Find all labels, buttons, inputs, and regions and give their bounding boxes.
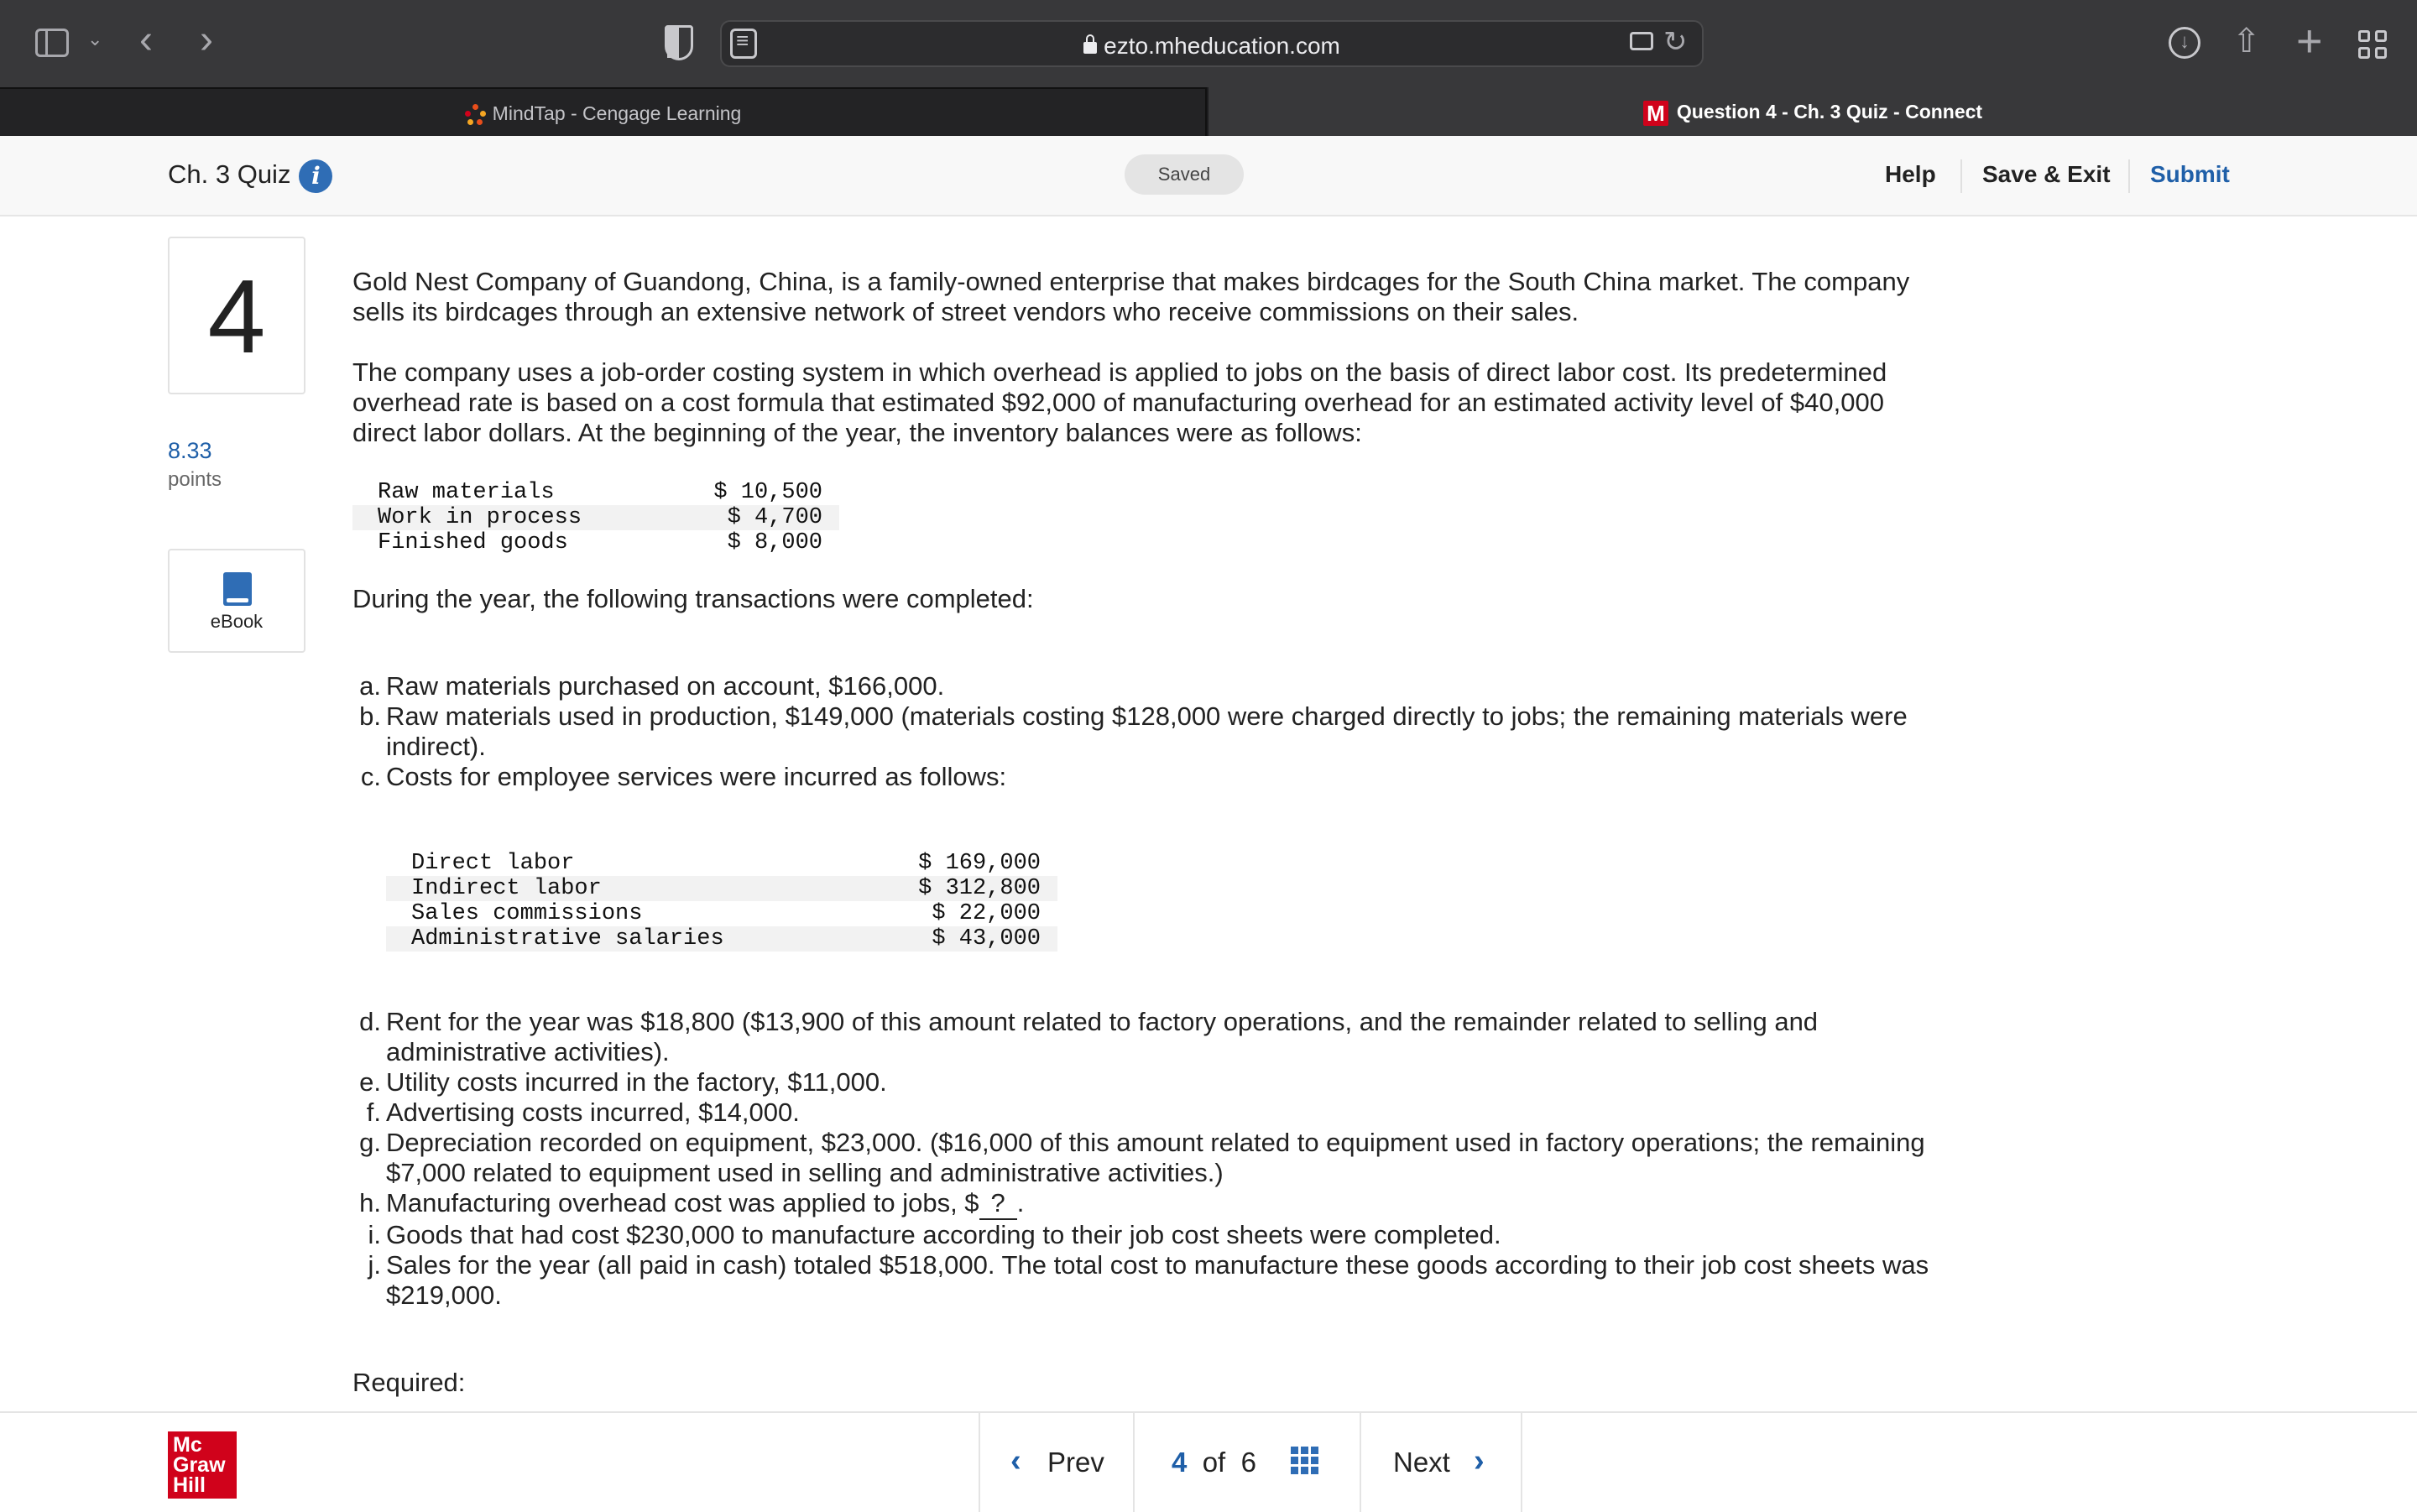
chevron-right-icon: › — [1474, 1443, 1485, 1478]
item-marker: b. — [359, 701, 381, 731]
of-label: of — [1202, 1447, 1226, 1478]
list-item — [352, 762, 1947, 792]
table-row — [386, 851, 1057, 876]
table-row — [352, 530, 839, 555]
quiz-title — [168, 159, 332, 193]
item-marker: g. — [359, 1128, 381, 1157]
employee-costs-table — [386, 851, 1057, 952]
row-value: $ 22,000 — [932, 901, 1041, 926]
chevron-left-icon: ‹ — [1010, 1443, 1021, 1478]
url-text: ezto.mheducation.com — [1104, 33, 1340, 59]
info-icon[interactable]: i — [299, 159, 332, 193]
list-item — [352, 1007, 1947, 1067]
tab-grid-icon[interactable] — [2358, 30, 2387, 59]
list-item — [352, 1128, 1947, 1188]
quiz-title-text: Ch. 3 Quiz — [168, 159, 291, 190]
row-label: Administrative salaries — [411, 926, 724, 952]
transaction-list-dj — [352, 1007, 1947, 1311]
item-text: Utility costs incurred in the factory, $11,000. — [386, 1067, 887, 1097]
required-heading-cutoff: Required: — [352, 1368, 466, 1397]
table-row — [386, 901, 1057, 926]
question-grid-icon[interactable] — [1291, 1447, 1319, 1475]
tab-mindtap[interactable] — [0, 87, 1207, 136]
download-icon[interactable]: ↓ — [2169, 27, 2200, 59]
item-text: Costs for employee services were incurred as follows: — [386, 762, 1007, 791]
saved-status-badge: Saved — [1125, 154, 1244, 195]
item-marker: d. — [359, 1007, 381, 1036]
address-bar[interactable] — [720, 20, 1704, 67]
row-label: Sales commissions — [411, 901, 643, 926]
table-row — [352, 505, 839, 530]
tab-connect[interactable] — [1208, 87, 2417, 136]
mcgraw-m-icon: M — [1643, 101, 1668, 126]
browser-toolbar — [0, 0, 2417, 87]
row-label: Work in process — [378, 505, 582, 530]
row-value: $ 312,800 — [918, 876, 1041, 901]
back-icon[interactable]: ‹ — [139, 18, 153, 62]
list-item — [352, 701, 1947, 762]
inventory-table — [352, 480, 839, 555]
next-label: Next — [1393, 1447, 1450, 1478]
save-exit-button[interactable]: Save & Exit — [1982, 161, 2111, 187]
reload-icon[interactable]: ↻ — [1663, 26, 1688, 58]
list-item — [352, 671, 1947, 701]
points-value: 8.33 — [168, 438, 212, 463]
item-text: Depreciation recorded on equipment, $23,000. ($16,000 of this amount related to equipment used in factory operations; the remaining $7,000 related to equipment used in selling and administrative activities.) — [386, 1128, 1925, 1187]
table-row — [386, 926, 1057, 952]
tab-overview-icon[interactable] — [1630, 32, 1653, 50]
lock-icon — [1083, 42, 1097, 54]
tab-strip — [0, 87, 2417, 136]
ebook-label: eBook — [210, 611, 264, 632]
item-text: Raw materials purchased on account, $166,000. — [386, 671, 945, 701]
row-value: $ 8,000 — [727, 530, 822, 555]
tab-label: Question 4 - Ch. 3 Quiz - Connect — [1676, 101, 1983, 123]
item-marker: f. — [366, 1098, 381, 1127]
page-indicator[interactable] — [1133, 1413, 1360, 1512]
row-value: $ 43,000 — [932, 926, 1041, 952]
tab-label: MindTap - Cengage Learning — [492, 102, 742, 124]
row-value: $ 4,700 — [727, 505, 822, 530]
bottom-nav-bar — [0, 1411, 2417, 1510]
list-item — [352, 1098, 1947, 1128]
item-text: Rent for the year was $18,800 ($13,900 of this amount related to factory operations, and the remainder related to selling and administrative activities). — [386, 1007, 1819, 1066]
item-text: Sales for the year (all paid in cash) totaled $518,000. The total cost to manufacture these goods according to their job cost sheets was $219,000. — [386, 1250, 1929, 1310]
total-pages: 6 — [1240, 1447, 1256, 1478]
list-item — [352, 1188, 1947, 1220]
prev-label: Prev — [1047, 1447, 1104, 1478]
row-label: Indirect labor — [411, 876, 602, 901]
item-marker: e. — [359, 1067, 381, 1097]
question-paragraph: The company uses a job-order costing system in which overhead is applied to jobs on the basis of direct labor cost. Its predetermined overhead rate is based on a cost formula that estimated $92,000 of manufacturing overhead for an estimated activity level of $40,000 direct labor dollars. At the beginning of the year, the inventory balances were as follows: — [352, 357, 1887, 447]
answer-blank: ? — [979, 1188, 1017, 1220]
reader-icon[interactable] — [730, 29, 757, 59]
list-item — [352, 1067, 1947, 1098]
item-text: Manufacturing overhead cost was applied to jobs, $ — [386, 1188, 979, 1217]
list-item — [352, 1220, 1947, 1250]
forward-icon[interactable]: › — [200, 18, 213, 62]
item-marker: a. — [359, 671, 381, 701]
share-icon[interactable]: ⇧ — [2232, 23, 2261, 60]
item-marker: j. — [368, 1250, 381, 1280]
item-marker: h. — [359, 1188, 381, 1217]
row-label: Finished goods — [378, 530, 568, 555]
divider — [2128, 159, 2130, 193]
item-text: Raw materials used in production, $149,000 (materials costing $128,000 were charged directly to jobs; the remaining materials were indirect). — [386, 701, 1908, 761]
item-marker: c. — [360, 762, 381, 791]
points-label: points — [168, 468, 222, 491]
mindtap-icon — [464, 104, 486, 126]
privacy-shield-icon[interactable] — [665, 25, 693, 60]
question-number: 4 — [168, 237, 305, 394]
item-marker: i. — [368, 1220, 381, 1249]
question-paragraph: Gold Nest Company of Guandong, China, is a family-owned enterprise that makes birdcages for the South China market. The company sells its birdcages through an extensive network of street vendors who receive commissions on their sales. — [352, 267, 1910, 326]
new-tab-icon[interactable]: + — [2296, 16, 2323, 66]
mcgraw-hill-logo — [168, 1431, 237, 1499]
row-label: Raw materials — [378, 480, 555, 505]
table-row — [386, 876, 1057, 901]
sidebar-toggle-icon[interactable] — [35, 29, 69, 57]
item-text: Goods that had cost $230,000 to manufacture according to their job cost sheets were completed. — [386, 1220, 1501, 1249]
transaction-list-abc — [352, 671, 1947, 792]
divider — [1960, 159, 1962, 193]
help-button[interactable]: Help — [1885, 161, 1936, 187]
current-page: 4 — [1172, 1447, 1188, 1478]
logo-text: Mc Graw Hill — [173, 1433, 226, 1497]
next-button[interactable] — [1360, 1413, 1522, 1512]
quiz-header — [0, 136, 2417, 216]
row-label: Direct labor — [411, 851, 575, 876]
item-text: Advertising costs incurred, $14,000. — [386, 1098, 800, 1127]
prev-button[interactable] — [979, 1413, 1133, 1512]
period: . — [1016, 1188, 1025, 1217]
list-item — [352, 1250, 1947, 1311]
ebook-button[interactable] — [168, 549, 305, 653]
row-value: $ 10,500 — [713, 480, 822, 505]
row-value: $ 169,000 — [918, 851, 1041, 876]
table-row — [352, 480, 839, 505]
submit-button[interactable]: Submit — [2150, 161, 2230, 187]
book-icon — [223, 572, 252, 606]
question-paragraph: During the year, the following transactions were completed: — [352, 584, 1034, 613]
chevron-down-icon[interactable]: ⌄ — [87, 29, 103, 50]
